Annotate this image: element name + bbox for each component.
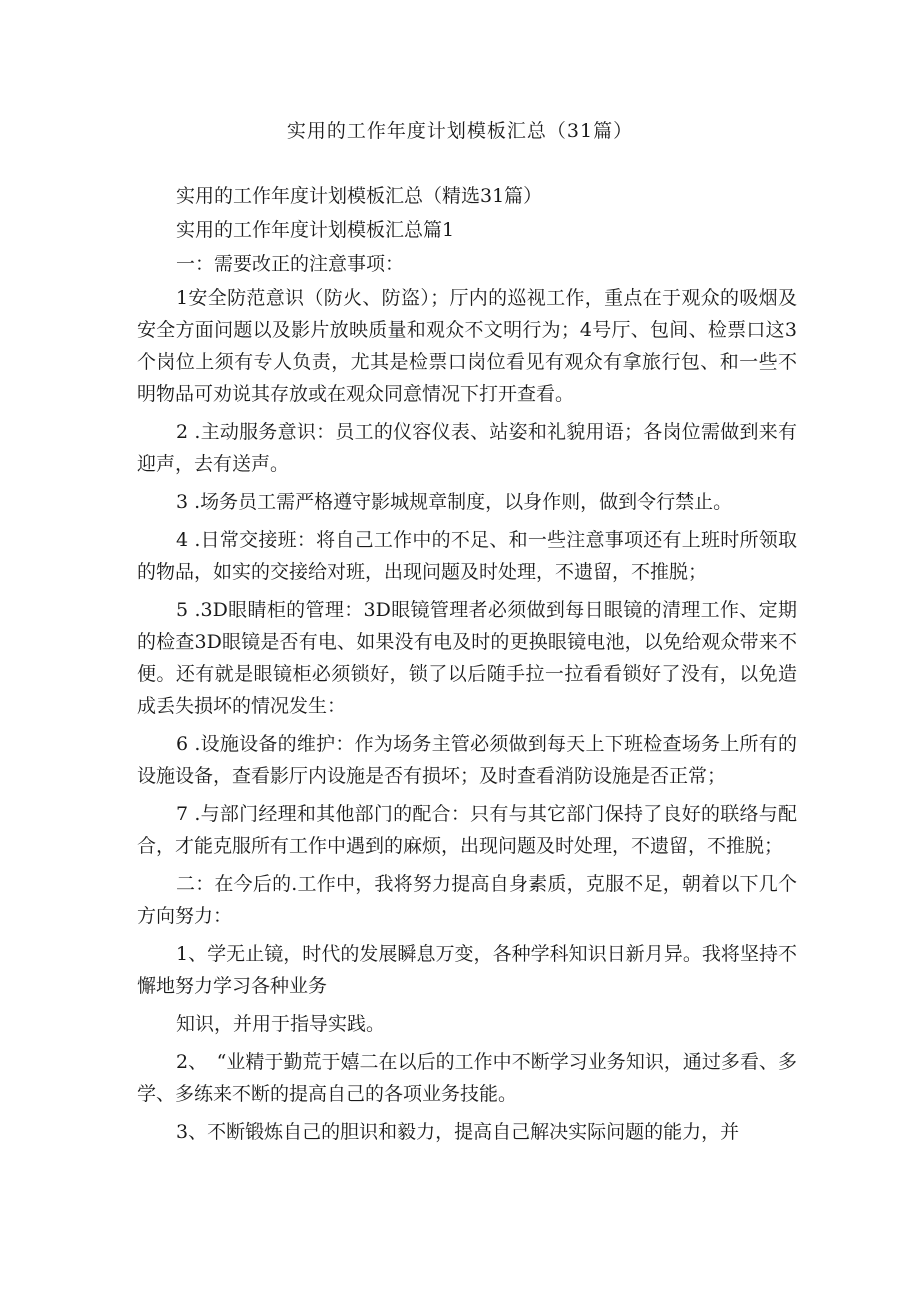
paragraph-item-1: 1安全防范意识（防火、防盗）；厅内的巡视工作，重点在于观众的吸烟及安全方面问题以及影片放映质量和观众不文明行为；4号厅、包间、检票口这3个岗位上须有专人负责，尤其是检票口岗位看见有观众有拿旅行包、和一些不明物品可劝说其存放或在观众同意情况下打开查看。 <box>137 287 797 405</box>
paragraph-item-6: 6 .设施设备的维护：作为场务主管必须做到每天上下班检查场务上所有的设施设备，查看影厅内设施是否有损坏；及时查看消防设施是否正常； <box>137 733 797 787</box>
paragraph-item-7: 7 .与部门经理和其他部门的配合：只有与其它部门保持了良好的联络与配合，才能克服所有工作中遇到的麻烦，出现问题及时处理，不遗留，不推脱； <box>137 803 797 857</box>
paragraph-item-2: 2 .主动服务意识：员工的仪容仪表、站姿和礼貌用语；各岗位需做到来有迎声，去有送声。 <box>137 421 797 475</box>
paragraph-item-5: 5 .3D眼睛柜的管理：3D眼镜管理者必须做到每日眼镜的清理工作、定期的检查3D眼镜是否有电、如果没有电及时的更换眼镜电池，以免给观众带来不便。还有就是眼镜柜必须锁好，锁了以后随手拉一拉看看锁好了没有，以免造成丢失损坏的情况发生： <box>137 599 797 717</box>
paragraph-subtitle: 实用的工作年度计划模板汇总（精选31篇） <box>176 185 543 207</box>
paragraph-goal-1-continued: 知识，并用于指导实践。 <box>176 1013 386 1035</box>
paragraph-goal-3: 3、不断锻炼自己的胆识和毅力，提高自己解决实际问题的能力，并 <box>176 1121 740 1143</box>
document-body <box>137 180 797 1154</box>
paragraph-goal-2: 2、 “业精于勤荒于嬉二在以后的工作中不断学习业务知识，通过多看、多学、多练来不断的提高自己的各项业务技能。 <box>137 1051 797 1105</box>
paragraph-goal-1: 1、学无止镜，时代的发展瞬息万变，各种学科知识日新月异。我将坚持不懈地努力学习各种业务 <box>137 943 797 997</box>
paragraph-heading-part-one: 一：需要改正的注意事项： <box>176 253 405 275</box>
paragraph-item-4: 4 .日常交接班：将自己工作中的不足、和一些注意事项还有上班时所领取的物品，如实的交接给对班，出现问题及时处理，不遗留，不推脱； <box>137 529 797 583</box>
paragraph-section-heading: 实用的工作年度计划模板汇总篇1 <box>176 219 455 241</box>
paragraph-item-3: 3 .场务员工需严格遵守影城规章制度，以身作则，做到令行禁止。 <box>176 491 733 513</box>
document-title: 实用的工作年度计划模板汇总（31篇） <box>286 120 634 142</box>
paragraph-heading-part-two: 二：在今后的.工作中，我将努力提高自身素质，克服不足，朝着以下几个方向努力： <box>137 873 797 927</box>
